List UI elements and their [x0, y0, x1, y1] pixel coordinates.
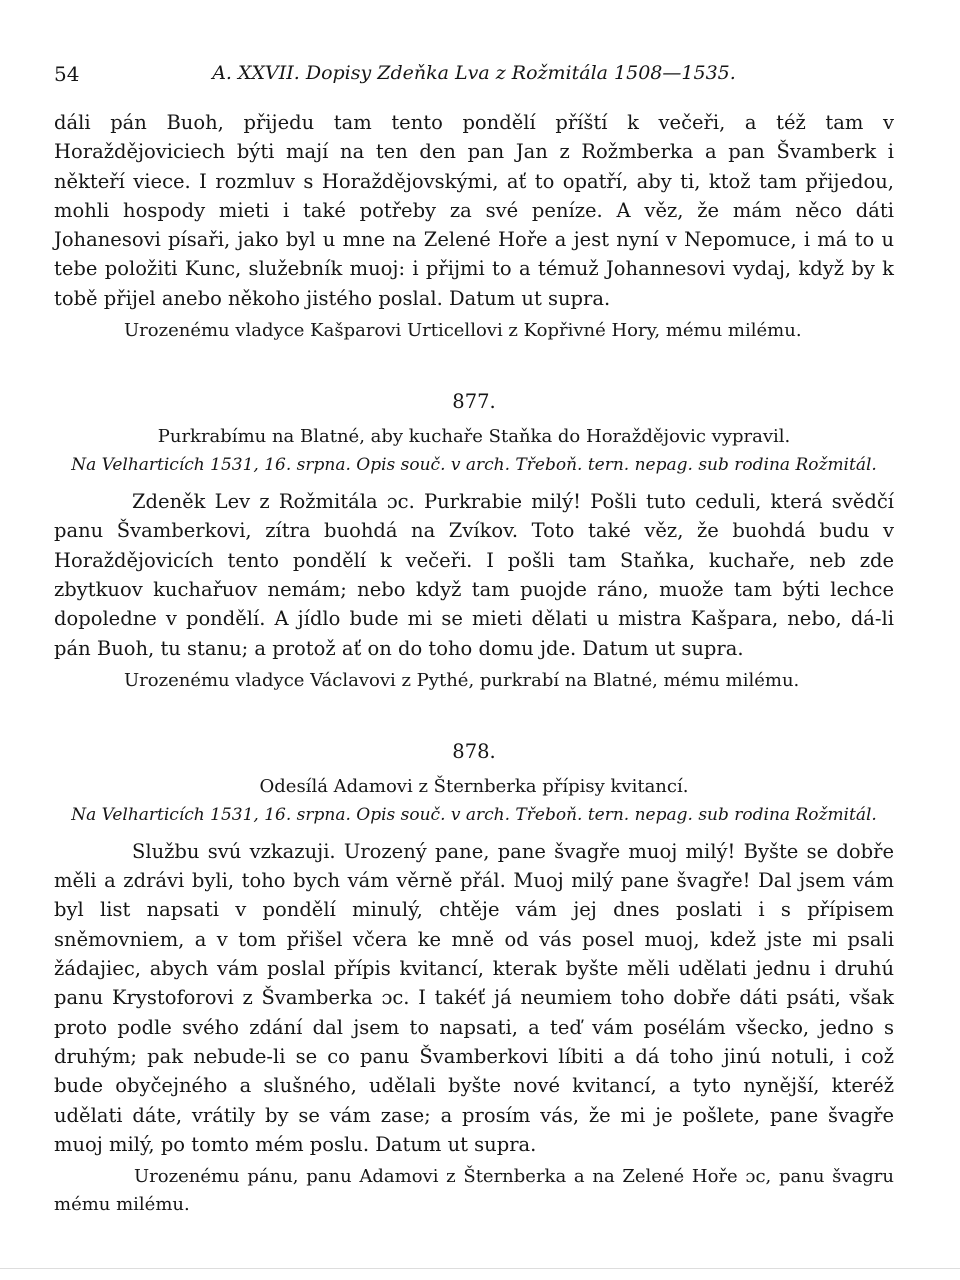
letter-summary: Odesílá Adamovi z Šternberka přípisy kvitancí. — [259, 775, 689, 797]
letter-summary: Purkrabímu na Blatné, aby kuchaře Staňka do Horaždějovic vypravil. — [157, 426, 791, 448]
letter-body: Zdeněk Lev z Rožmitála ɔc. Purkrabie milý! Pošli tuto ceduli, která svědčí panu Švamberkovi, zítra buohdá na Zvíkov. Toto také věz, že buohdá budu v Horaždějovicích tento pondělí k večeři. I pošli tam Staňka, kuchaře, neb zde zbytkuov kuchařuov nemám; nebo když tam puojde ráno, muože tam býti lechce dopoledne v pondělí. A jídlo bude mi se mieti dělati u mistra Kašpara, nebo, dá-li pán Buoh, tu stanu; a protož ať on do toho domu jde. Datum ut supra. — [54, 490, 894, 660]
letter-address: Urozenému pánu, panu Adamovi z Šternberka a na Zelené Hoře ɔc, panu švagru mému milému. — [54, 1166, 894, 1216]
letter-body: Službu svú vzkazuji. Urozený pane, pane švagře muoj milý! Byšte se dobře měli a zdrávi byli, toho bych vám věrně přál. Muoj milý pane švagře! Dal jsem vám byl list napsati v pondělí minulý, chtěje vám jej dnes poslati i s přípisem sněmovniem, a v tom přišel včera ke mně od vás posel muoj, kdež jste mi psali žádajiec, abych vám poslal přípis kvitancí, kterak byšte měli udělati jednu i druhú panu Krystoforovi z Švamberka ɔc. I takéť já neumiem toho dobře dáti psáti, však proto podle svého zdání dal jsem to napsati, a teď vám posélám všecko, jedno s druhým; pak nebude-li se co panu Švamberkovi líbiti a dá toho jinú notuli, i což bude obyčejného a slušného, udělali byšte nové kvitancí, a tyto nynější, kteréž udělati dáte, vrátily by se vám zase; a prosím vás, že mi je pošlete, pane švagře muoj milý, po tomto mém poslu. Datum ut supra. — [54, 839, 894, 1156]
previous-letter-body: dáli pán Buoh, přijedu tam tento pondělí příští k večeři, a též tam v Horaždějoviciech býti mají na ten den pan Jan z Rožmberka a pan Švamberk i někteří viece. I rozmluv s Horaždějovskými, ať to opatří, aby ti, ktož tam přijedou, mohli hospody mieti i také potřeby za své peníze. A věz, že mám něco dáti Johanesovi písaři, jako byl u mne na Zelené Hoře a jest nyní v Nepomuce, i má to u tebe položiti Kunc, služebník muoj: i přijmi to a témuž Johannesovi vydaj, když by k tobě přijel anebo někoho jistého poslal. Datum ut supra. — [54, 111, 894, 310]
running-header — [54, 60, 894, 88]
letter-number: 877. — [452, 390, 496, 414]
running-title: A. XXVII. Dopisy Zdeňka Lva z Rožmitála 1508—1535. — [212, 62, 736, 84]
letter-878 — [54, 737, 894, 1219]
letter-address: Urozenému vladyce Václavovi z Pythé, purkrabí na Blatné, mému milému. — [124, 669, 800, 691]
page-number: 54 — [54, 62, 80, 86]
letter-source-note: Na Velharticích 1531, 16. srpna. Opis souč. v arch. Třeboň. tern. nepag. sub rodina Rožmitál. — [71, 455, 877, 476]
bottom-edge-line — [0, 1268, 960, 1269]
previous-letter-address: Urozenému vladyce Kašparovi Urticellovi z Kopřivné Hory, mému milému. — [124, 320, 802, 342]
letter-877 — [54, 387, 894, 695]
letter-number: 878. — [452, 739, 496, 763]
letter-source-note: Na Velharticích 1531, 16. srpna. Opis souč. v arch. Třeboň. tern. nepag. sub rodina Rožmitál. — [71, 804, 877, 825]
